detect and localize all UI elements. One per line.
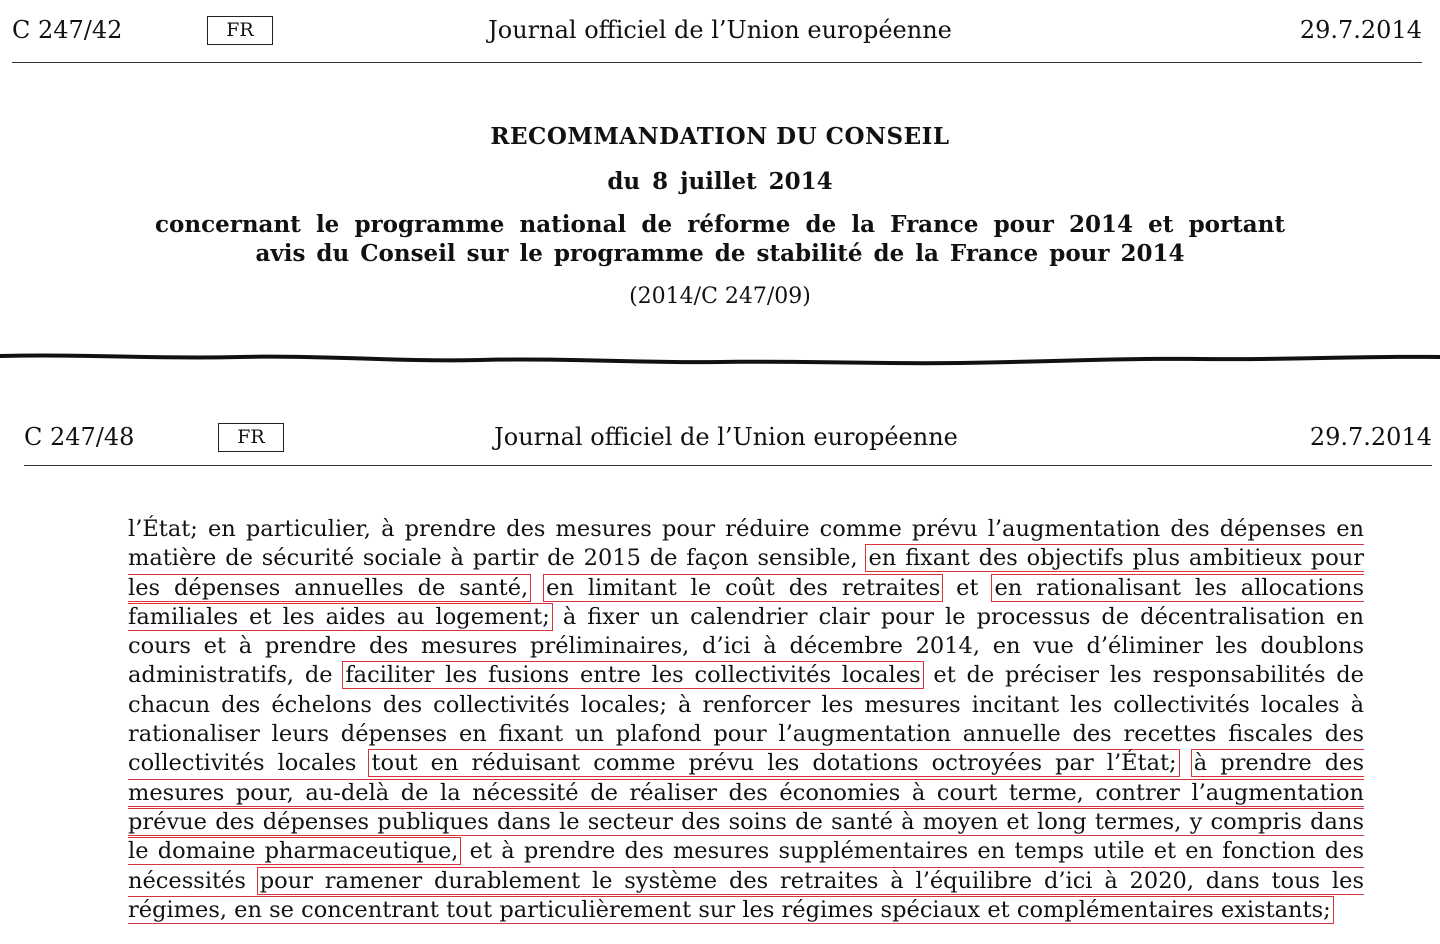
publication-date: 29.7.2014: [1309, 423, 1432, 451]
highlighted-phrase: tout en réduisant comme prévu les dotations octroyées par l’État;: [368, 749, 1179, 777]
highlighted-phrase: en limitant le coût des retraites: [543, 574, 943, 602]
journal-title: Journal officiel de l’Union européenne: [488, 16, 952, 44]
page-tear-divider: [0, 340, 1440, 380]
text-segment: et de préciser les responsabilités de chacun des échelons des collectivités locales; à renforcer les mesures incitant les collectivités locales à rationaliser leurs dépenses en fixant un plafond pour l’augmentation annuelle des recettes fiscales des collectivités locales: [128, 662, 1364, 777]
header-rule: [24, 465, 1432, 466]
bottom-page-excerpt: [0, 385, 1440, 944]
document-date: du 8 juillet 2014: [607, 168, 833, 195]
document-description: concernant le programme national de réforme de la France pour 2014 et portant avis du Conseil sur le programme de stabilité de la France pour 2014: [155, 211, 1285, 267]
document-title: RECOMMANDATION DU CONSEIL: [490, 123, 950, 150]
document-number: (2014/C 247/09): [629, 284, 811, 309]
recommendation-paragraph: [128, 515, 1364, 925]
text-segment: à fixer un calendrier clair pour le processus de décentralisation en cours et à prendre des mesures préliminaires, d’ici à décembre 2014, en vue d’éliminer les doublons administratifs, de: [128, 603, 1364, 689]
journal-header: [0, 385, 1440, 449]
text-segment: et: [942, 574, 993, 601]
journal-title: Journal officiel de l’Union européenne: [494, 423, 958, 451]
page-reference: C 247/48: [24, 423, 135, 451]
text-segment: [1179, 750, 1192, 776]
highlighted-phrase: en rationalisant les allocations familiales et les aides au logement;: [128, 574, 1364, 630]
top-page-excerpt: [0, 0, 1440, 350]
text-segment: l’État; en particulier, à prendre des mesures pour réduire comme prévu l’augmentation des dépenses en matière de sécurité sociale à partir de 2015 de façon sensible,: [128, 516, 1364, 572]
journal-header: [0, 0, 1440, 64]
title-block: [0, 118, 1440, 312]
highlighted-phrase: faciliter les fusions entre les collectivités locales: [342, 661, 923, 689]
highlighted-phrase: en fixant des objectifs plus ambitieux pour les dépenses annuelles de santé,: [128, 545, 1364, 601]
publication-date: 29.7.2014: [1299, 16, 1422, 44]
language-badge: FR: [207, 16, 273, 45]
language-badge: FR: [218, 423, 284, 452]
highlighted-phrase: pour ramener durablement le système des retraites à l’équilibre d’ici à 2020, dans tous les régimes, en se concentrant tout particulièrement sur les régimes spéciaux et complémentaires existants;: [128, 867, 1364, 923]
header-rule: [12, 62, 1422, 63]
highlighted-phrase: à prendre des mesures pour, au-delà de la nécessité de réaliser des économies à court terme, contrer l’augmentation prévue des dépenses publiques dans le secteur des soins de santé à moyen et long termes, y compris dans le domaine pharmaceutique,: [128, 750, 1364, 865]
text-segment: et à prendre des mesures supplémentaires en temps utile et en fonction des nécessités: [128, 838, 1365, 894]
page-reference: C 247/42: [12, 16, 123, 44]
